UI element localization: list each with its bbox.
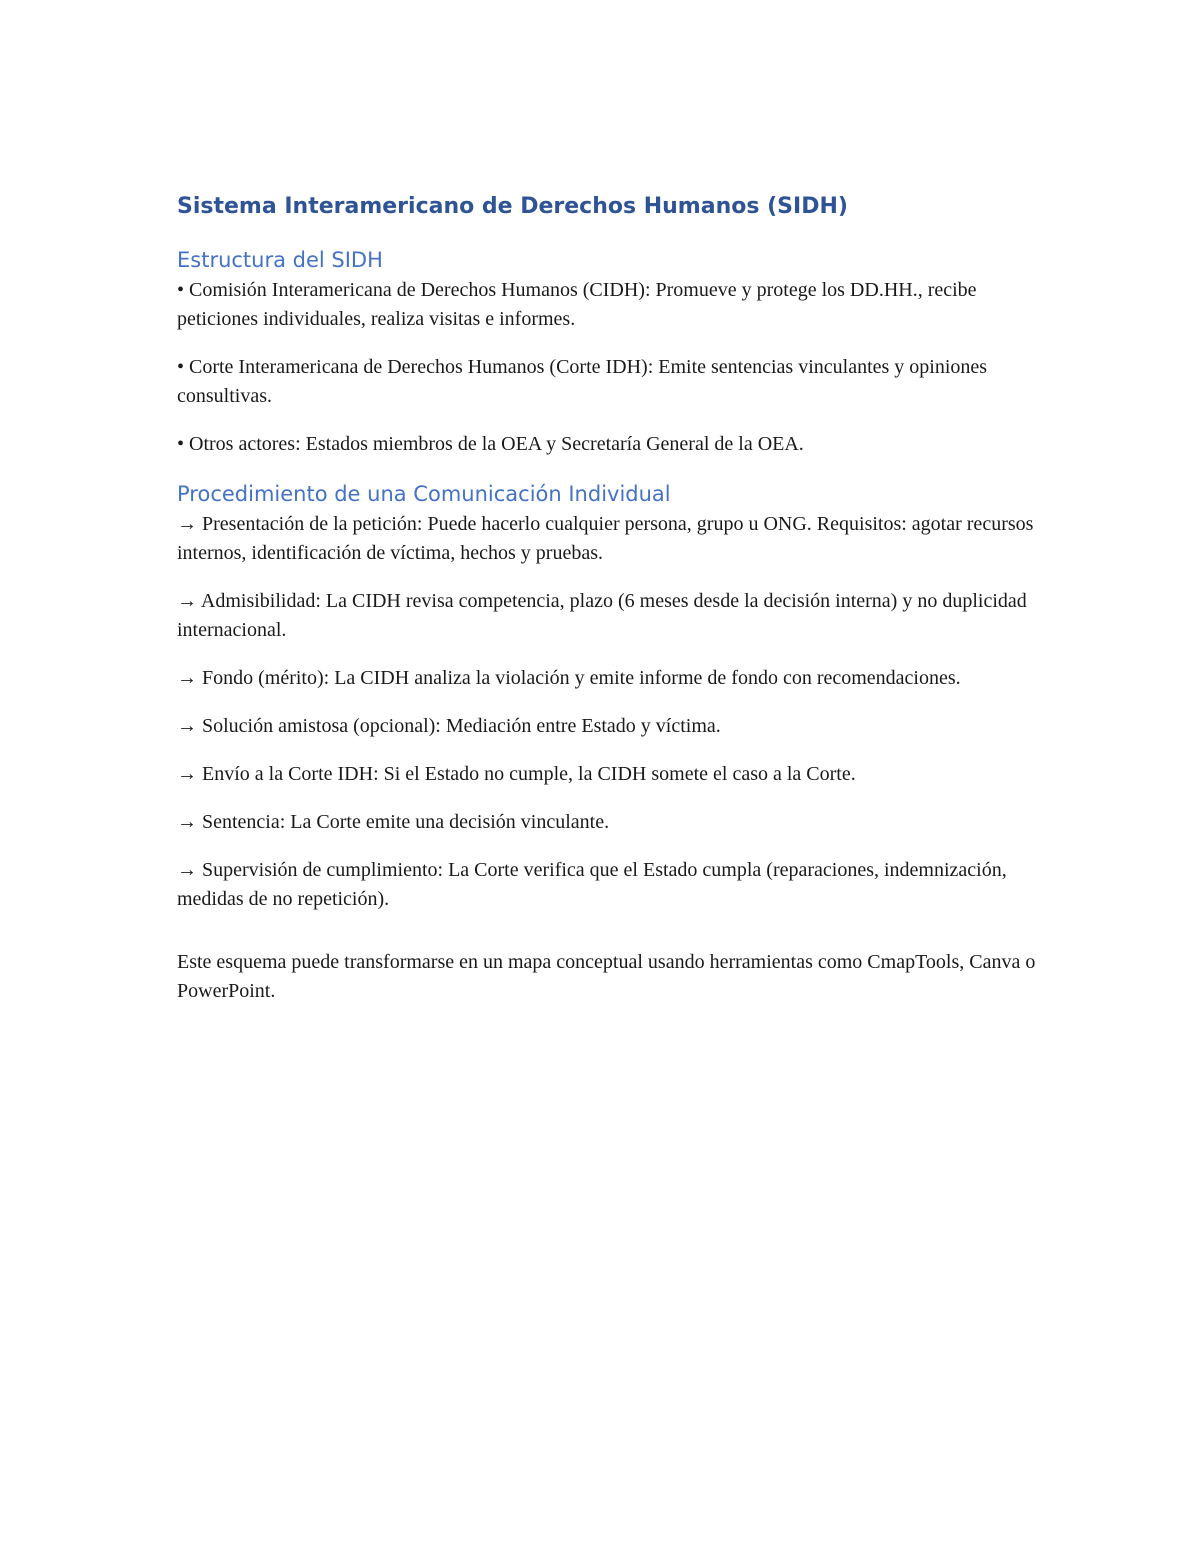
list-item: → Sentencia: La Corte emite una decisión vinculante. — [177, 811, 610, 833]
list-item: → Envío a la Corte IDH: Si el Estado no cumple, la CIDH somete el caso a la Corte. — [177, 763, 856, 785]
section-heading-procedimiento: Procedimiento de una Comunicación Individual — [177, 482, 671, 506]
document-title: Sistema Interamericano de Derechos Humanos (SIDH) — [177, 194, 848, 219]
closing-paragraph: Este esquema puede transformarse en un mapa conceptual usando herramientas como CmapTools, Canva o PowerPoint. — [177, 951, 1036, 1002]
list-item: → Presentación de la petición: Puede hacerlo cualquier persona, grupo u ONG. Requisitos: agotar recursos internos, identificación de víctima, hechos y pruebas. — [177, 513, 1034, 564]
list-item: → Solución amistosa (opcional): Mediación entre Estado y víctima. — [177, 715, 721, 737]
list-item: • Comisión Interamericana de Derechos Humanos (CIDH): Promueve y protege los DD.HH., recibe peticiones individuales, realiza visitas e informes. — [177, 279, 977, 330]
document-body — [177, 190, 1037, 1025]
list-item: • Corte Interamericana de Derechos Humanos (Corte IDH): Emite sentencias vinculantes y opiniones consultivas. — [177, 356, 988, 407]
section-heading-estructura: Estructura del SIDH — [177, 248, 383, 272]
list-item: • Otros actores: Estados miembros de la OEA y Secretaría General de la OEA. — [177, 433, 804, 455]
list-item: → Supervisión de cumplimiento: La Corte verifica que el Estado cumpla (reparaciones, indemnización, medidas de no repetición). — [177, 859, 1007, 910]
list-item: → Admisibilidad: La CIDH revisa competencia, plazo (6 meses desde la decisión interna) y no duplicidad internacional. — [177, 590, 1027, 641]
list-item: → Fondo (mérito): La CIDH analiza la violación y emite informe de fondo con recomendaciones. — [177, 667, 961, 689]
